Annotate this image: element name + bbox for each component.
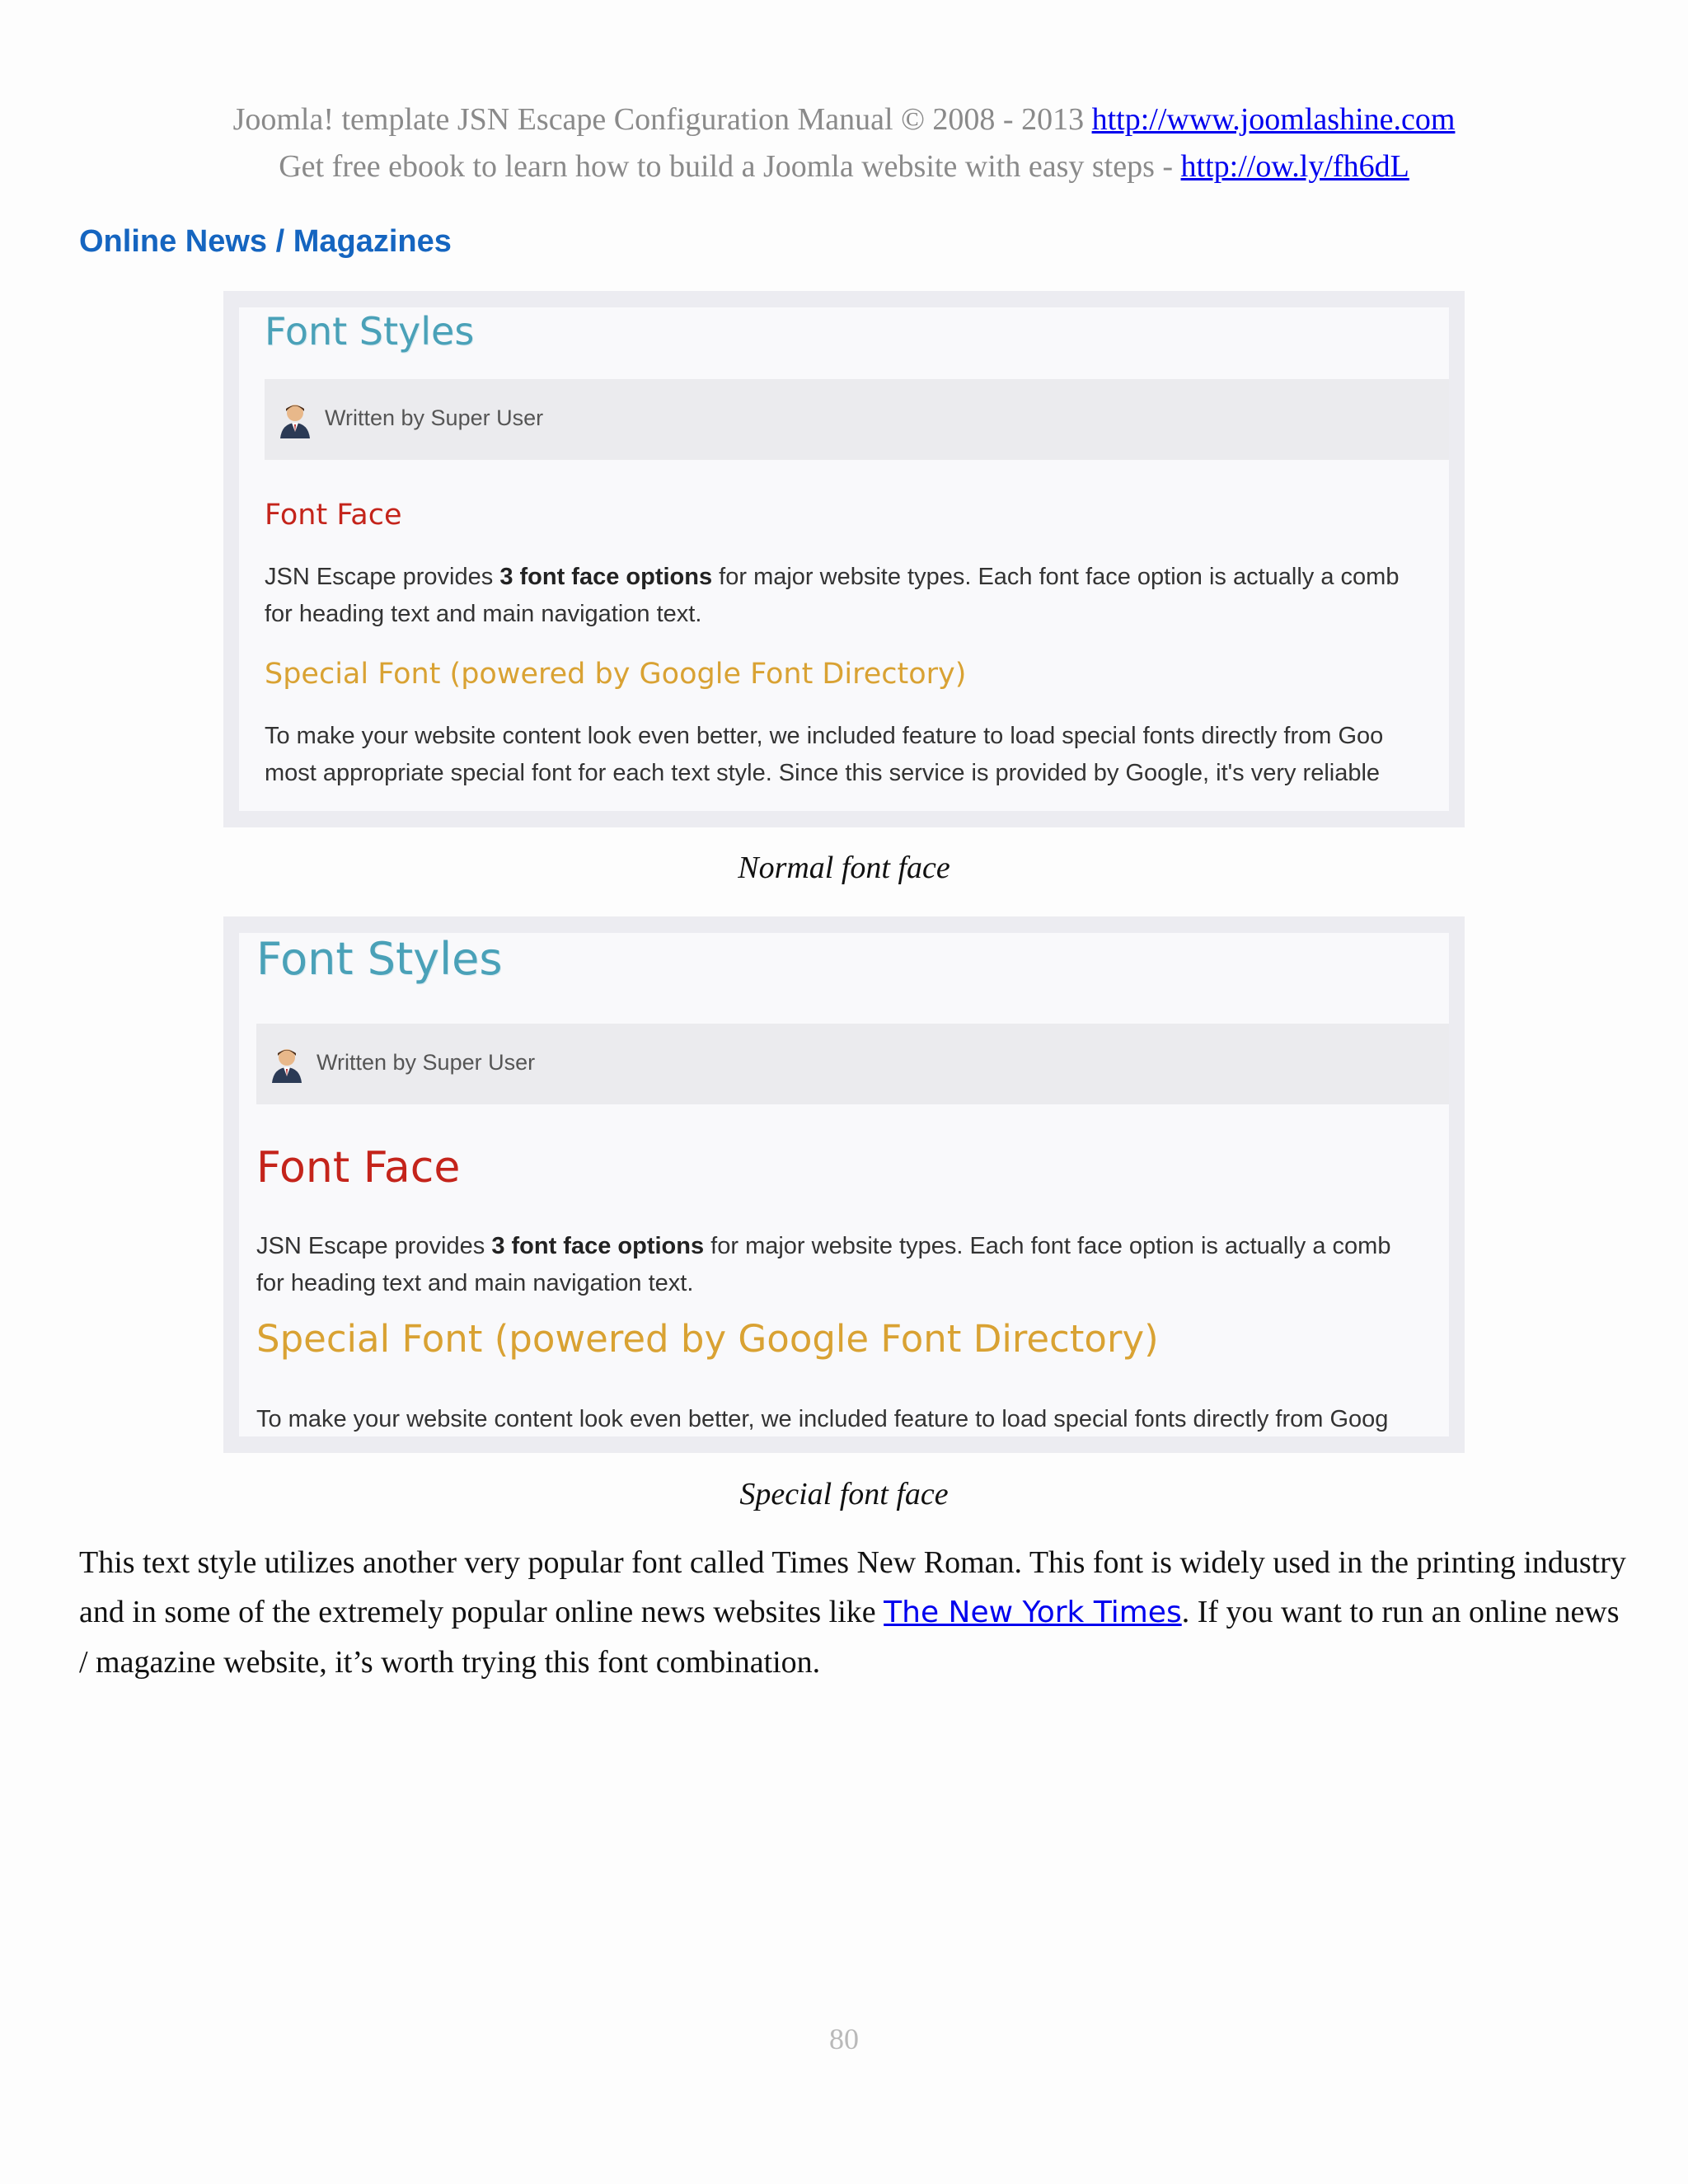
font-face-heading: Font Face bbox=[256, 1143, 461, 1193]
ebook-link[interactable]: http://ow.ly/fh6dL bbox=[1180, 149, 1409, 184]
user-icon bbox=[270, 1047, 303, 1083]
special-font-paragraph: To make your website content look even better, we included feature to load special fonts directly from Goog bbox=[256, 1406, 1389, 1432]
joomlashine-link[interactable]: http://www.joomlashine.com bbox=[1091, 102, 1456, 137]
caption-special-font: Special font face bbox=[739, 1477, 949, 1511]
special-font-heading: Special Font (powered by Google Font Directory) bbox=[256, 1317, 1159, 1361]
font-face-paragraph: JSN Escape provides 3 font face options for major website types. Each font face option is actually a comb for heading text and main navigation text. bbox=[256, 1233, 1391, 1296]
font-face-paragraph: JSN Escape provides 3 font face options for major website types. Each font face option is actually a comb for heading text and main navigation text. bbox=[265, 564, 1400, 627]
body-paragraph: This text style utilizes another very popular font called Times New Roman. This font is widely used in the printing industry and in some of the extremely popular online news websites like The New York Times. If you want to run an online news / magazine website, it’s worth trying this font combination. bbox=[79, 1545, 1626, 1680]
section-title: Online News / Magazines bbox=[79, 224, 452, 259]
header-line-1 bbox=[0, 96, 1688, 143]
screenshot-content bbox=[239, 307, 1449, 811]
font-styles-title: Font Styles bbox=[256, 933, 503, 985]
nytimes-link[interactable]: The New York Times bbox=[884, 1596, 1182, 1629]
author-text: Written by Super User bbox=[325, 405, 544, 430]
header-line-2 bbox=[0, 143, 1688, 190]
screenshot-special-font bbox=[223, 916, 1465, 1453]
special-font-paragraph: To make your website content look even better, we included feature to load special fonts directly from Goo most appropriate special font for each text style. Since this service is provided by Google, it's very reliable bbox=[265, 723, 1384, 786]
page-number: 80 bbox=[829, 2022, 859, 2055]
font-styles-title: Font Styles bbox=[265, 309, 475, 354]
header-manual-title: Joomla! template JSN Escape Configuration Manual © 2008 - 2013 bbox=[232, 102, 1092, 137]
special-font-heading: Special Font (powered by Google Font Directory) bbox=[265, 658, 967, 691]
author-bar bbox=[256, 1024, 1449, 1104]
screenshot-content bbox=[239, 933, 1449, 1436]
author-text: Written by Super User bbox=[316, 1050, 536, 1075]
header-ebook-text: Get free ebook to learn how to build a Joomla website with easy steps - bbox=[279, 149, 1181, 184]
font-face-heading: Font Face bbox=[265, 499, 402, 532]
caption-normal-font: Normal font face bbox=[738, 851, 950, 885]
user-icon bbox=[279, 402, 312, 438]
author-bar bbox=[265, 379, 1449, 460]
screenshot-normal-font bbox=[223, 291, 1465, 827]
